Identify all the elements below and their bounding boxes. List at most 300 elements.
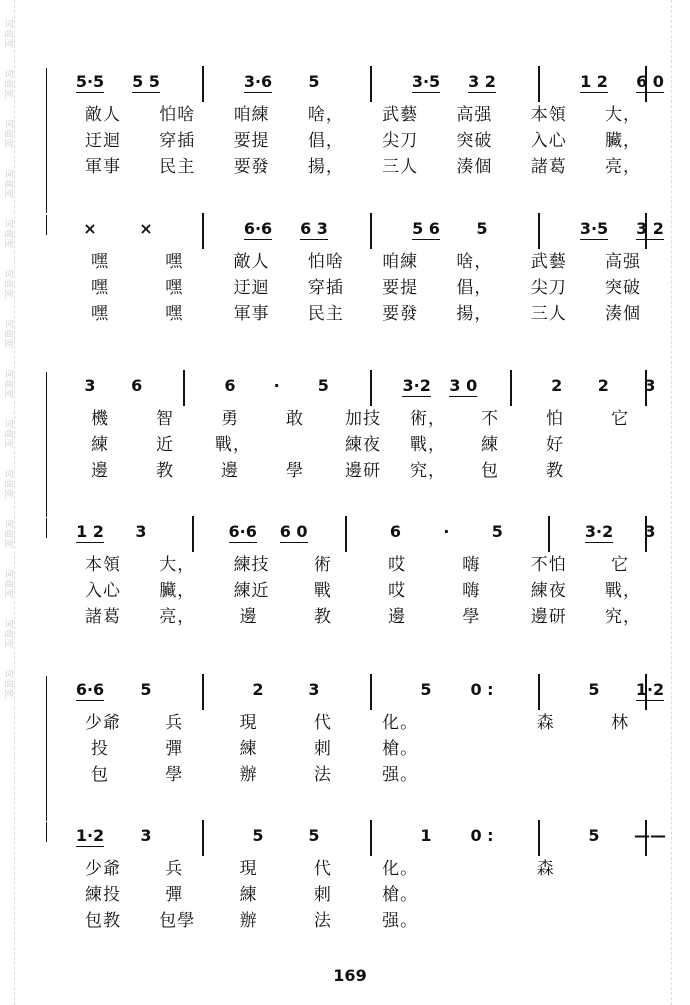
note xyxy=(630,219,670,238)
note xyxy=(303,376,343,395)
lyric-word: 代 xyxy=(313,859,332,879)
lyric-word: 術 xyxy=(313,555,332,575)
note-text: 5 xyxy=(308,72,320,91)
lyric-word: 學 xyxy=(286,461,304,481)
note xyxy=(477,522,517,541)
watermark-text: 词曲网 xyxy=(4,570,14,600)
note-text: 3 xyxy=(84,376,96,395)
lyric-word: 嘿 xyxy=(91,278,109,298)
note xyxy=(406,72,446,91)
note-text: 5 xyxy=(308,826,320,845)
lyric-word: 化。 xyxy=(382,713,419,733)
lyric-word: 嘿 xyxy=(165,252,184,272)
lyric-word: 教 xyxy=(156,461,174,481)
note xyxy=(406,219,446,238)
barline xyxy=(202,66,204,102)
lyric-word: 法 xyxy=(313,765,332,785)
watermark-text: 词曲网 xyxy=(4,520,14,550)
note xyxy=(274,522,314,541)
barline xyxy=(538,820,540,856)
note xyxy=(574,72,614,91)
lyric-word: 敵人 xyxy=(233,252,270,272)
page-number: 169 xyxy=(333,966,367,985)
barline xyxy=(370,213,372,249)
watermark-text: 词曲网 xyxy=(4,370,14,400)
lyric-word: 諸葛 xyxy=(530,157,567,177)
note-text: 3 0 xyxy=(449,376,478,395)
note-text: 0 : xyxy=(470,680,494,699)
lyric-word: 邊 xyxy=(91,461,109,481)
note xyxy=(537,376,577,395)
note-text: 6·6 xyxy=(75,680,105,699)
lyric-word: 投 xyxy=(91,739,109,759)
note xyxy=(583,376,623,395)
lyric-word: 邊研 xyxy=(530,607,567,627)
lyric-word: 它 xyxy=(611,409,629,429)
note xyxy=(126,219,166,238)
note xyxy=(294,680,334,699)
lyric-word: 化。 xyxy=(382,859,419,879)
lyric-word: 要提 xyxy=(382,278,419,298)
barline xyxy=(538,66,540,102)
system-brace xyxy=(46,372,47,517)
watermark-text: 词曲网 xyxy=(4,470,14,500)
lyric-word: 教 xyxy=(313,607,332,627)
lyric-line xyxy=(60,878,645,904)
lyric-word: 練 xyxy=(239,885,258,905)
note-text: 5 xyxy=(588,826,600,845)
lyric-word: 啥， xyxy=(307,105,344,125)
lyric-word: 練夜 xyxy=(345,435,381,455)
lyric-word: 術， xyxy=(410,409,446,429)
note xyxy=(126,826,166,845)
note-text: 3·6 xyxy=(243,72,273,91)
lyric-word: 民主 xyxy=(159,157,196,177)
watermark-text: 词曲网 xyxy=(4,170,14,200)
note xyxy=(70,72,110,91)
lyric-word: 怕 xyxy=(546,409,564,429)
note xyxy=(426,522,466,541)
note-text: 3 2 xyxy=(468,72,496,91)
lyric-word: 不怕 xyxy=(530,555,567,575)
lyric-line xyxy=(60,150,645,176)
lyric-word: 亮， xyxy=(159,607,196,627)
note-text: 2 xyxy=(551,376,563,395)
note-text: 3·5 xyxy=(579,219,609,238)
lyric-word: 高强 xyxy=(456,105,493,125)
note-text: 2 xyxy=(252,680,264,699)
note xyxy=(630,680,670,699)
note xyxy=(462,219,502,238)
note xyxy=(462,72,502,91)
note-text: · xyxy=(443,522,450,541)
lyric-word: 包 xyxy=(91,765,109,785)
lyric-line xyxy=(60,454,645,480)
note-text: 1 2 xyxy=(580,72,608,91)
barline xyxy=(645,820,647,856)
barline xyxy=(548,516,550,552)
notation-row xyxy=(60,68,664,98)
notation-row xyxy=(60,215,664,245)
note-text: 6·6 xyxy=(243,219,273,238)
watermark-column xyxy=(2,20,16,700)
lyric-word: 揚， xyxy=(456,304,493,324)
lyric-line xyxy=(60,245,645,271)
lyric-word: 包 xyxy=(481,461,499,481)
barline xyxy=(192,516,194,552)
lyric-line xyxy=(60,600,645,626)
note-text: 1 xyxy=(420,826,432,845)
note xyxy=(210,376,250,395)
barline xyxy=(202,213,204,249)
lyric-word: 戰 xyxy=(313,581,332,601)
note-text: 6 0 xyxy=(279,522,308,541)
score-system xyxy=(60,372,656,481)
lyric-word: 彈 xyxy=(165,739,184,759)
lyric-word: 入心 xyxy=(530,131,567,151)
lyric-word: 諸葛 xyxy=(85,607,121,627)
barline xyxy=(538,213,540,249)
note xyxy=(462,680,502,699)
lyric-word: 練近 xyxy=(233,581,270,601)
lyric-word: 邊研 xyxy=(345,461,381,481)
lyric-word: 智 xyxy=(156,409,174,429)
lyric-word: 嘿 xyxy=(165,304,184,324)
watermark-text: 词曲网 xyxy=(4,220,14,250)
note xyxy=(257,376,297,395)
note xyxy=(579,522,619,541)
lyric-word: 兵 xyxy=(165,713,184,733)
lyric-line xyxy=(60,852,645,878)
barline xyxy=(370,66,372,102)
lyric-word: 勇 xyxy=(221,409,239,429)
lyric-word: 法 xyxy=(313,911,332,931)
lyric-word: 包學 xyxy=(159,911,196,931)
lyric-line xyxy=(60,706,645,732)
lyric-word: 好 xyxy=(546,435,564,455)
note-text: 5 6 xyxy=(412,219,440,238)
lyric-line xyxy=(60,732,645,758)
note xyxy=(294,826,334,845)
system-brace xyxy=(46,676,47,821)
lyric-word: 刺 xyxy=(313,885,332,905)
note xyxy=(462,826,502,845)
note xyxy=(126,680,166,699)
lyric-word: 要提 xyxy=(233,131,270,151)
lyric-line xyxy=(60,98,645,124)
barline xyxy=(345,516,347,552)
lyric-word: 槍。 xyxy=(382,739,419,759)
note-text: 1·2 xyxy=(75,826,105,845)
lyric-word: 嘿 xyxy=(91,304,109,324)
note xyxy=(117,376,157,395)
lyric-line xyxy=(60,402,645,428)
score-system xyxy=(60,676,665,785)
note xyxy=(630,522,670,541)
note xyxy=(70,680,110,699)
barline xyxy=(370,370,372,406)
lyric-line xyxy=(60,548,645,574)
lyric-word: 教 xyxy=(546,461,564,481)
note xyxy=(397,376,437,395)
lyric-line xyxy=(60,297,645,323)
system-brace xyxy=(46,518,47,538)
note xyxy=(223,522,263,541)
note xyxy=(443,376,483,395)
lyric-word: 敢 xyxy=(286,409,304,429)
note-text: 6·6 xyxy=(228,522,257,541)
note-text: 2 xyxy=(597,376,609,395)
note xyxy=(238,72,278,91)
note-text: 5 xyxy=(420,680,432,699)
lyric-word: 要發 xyxy=(233,157,270,177)
note xyxy=(574,680,614,699)
lyric-word: 戰， xyxy=(215,435,251,455)
barline xyxy=(510,370,512,406)
lyric-word: 戰， xyxy=(410,435,446,455)
lyric-word: 嘿 xyxy=(165,278,184,298)
lyric-word: 突破 xyxy=(605,278,641,298)
lyric-word: 高强 xyxy=(605,252,641,272)
notation-row xyxy=(60,822,666,852)
note-text: 1 2 xyxy=(76,522,104,541)
note-text: 5 xyxy=(252,826,264,845)
note-text: 5 xyxy=(476,219,488,238)
lyric-word: 學 xyxy=(165,765,184,785)
lyric-word: 究， xyxy=(410,461,446,481)
barline xyxy=(645,66,647,102)
note xyxy=(630,826,670,845)
note xyxy=(294,219,334,238)
lyric-word: 究， xyxy=(605,607,641,627)
lyric-word: 敵人 xyxy=(85,105,121,125)
barline xyxy=(370,820,372,856)
lyric-word: 辦 xyxy=(239,911,258,931)
notation-row xyxy=(60,372,656,402)
lyric-word: 軍事 xyxy=(85,157,121,177)
lyric-word: 近 xyxy=(156,435,174,455)
lyric-line xyxy=(60,124,645,150)
lyric-word: 邊 xyxy=(221,461,239,481)
note-text: 3·2 xyxy=(584,522,614,541)
score-system xyxy=(60,215,664,324)
lyric-word: 嗨 xyxy=(462,581,481,601)
lyric-word: 怕啥 xyxy=(159,105,196,125)
note-text: 5 xyxy=(491,522,503,541)
lyric-word: 代 xyxy=(313,713,332,733)
watermark-text: 词曲网 xyxy=(4,320,14,350)
lyric-word: 怕啥 xyxy=(307,252,344,272)
note xyxy=(630,72,670,91)
watermark-text: 词曲网 xyxy=(4,420,14,450)
note-text: 3·2 xyxy=(402,376,431,395)
lyric-word: 它 xyxy=(611,555,629,575)
barline xyxy=(645,213,647,249)
lyric-word: 入心 xyxy=(85,581,121,601)
note xyxy=(238,219,278,238)
note-text: 5 xyxy=(140,680,152,699)
lyric-word: 强。 xyxy=(382,765,419,785)
notation-row xyxy=(60,676,665,706)
note xyxy=(238,680,278,699)
note-text: × xyxy=(83,219,97,238)
note xyxy=(70,376,110,395)
note-text: 5 5 xyxy=(132,72,160,91)
system-brace xyxy=(46,68,47,213)
lyric-word: 咱練 xyxy=(382,252,419,272)
lyric-word: 林 xyxy=(611,713,629,733)
lyric-word: 要發 xyxy=(382,304,419,324)
lyric-line xyxy=(60,758,645,784)
right-guide-line xyxy=(671,0,672,1005)
note-text: 5 xyxy=(317,376,329,395)
lyric-word: 尖刀 xyxy=(382,131,419,151)
lyric-word: 揚， xyxy=(307,157,344,177)
note-text: 3 xyxy=(644,522,656,541)
note xyxy=(574,826,614,845)
lyric-word: 少爺 xyxy=(85,713,121,733)
note xyxy=(121,522,161,541)
note-text: 1·2 xyxy=(635,680,665,699)
score-system xyxy=(60,518,656,627)
lyric-word: 湊個 xyxy=(456,157,493,177)
lyric-word: 包教 xyxy=(85,911,121,931)
lyric-word: 迂迴 xyxy=(85,131,121,151)
note xyxy=(70,522,110,541)
lyric-word: 本領 xyxy=(85,555,121,575)
note-text: 3 xyxy=(644,376,656,395)
note-text: 0 : xyxy=(470,826,494,845)
lyric-word: 三人 xyxy=(382,157,419,177)
lyric-line xyxy=(60,904,645,930)
note-text: 6 xyxy=(131,376,143,395)
note xyxy=(406,826,446,845)
note xyxy=(375,522,415,541)
watermark-text: 词曲网 xyxy=(4,120,14,150)
lyric-word: 練 xyxy=(239,739,258,759)
note-text: 6 xyxy=(389,522,402,541)
lyric-line xyxy=(60,574,645,600)
lyric-word: 練夜 xyxy=(530,581,567,601)
note xyxy=(406,680,446,699)
note-text: —— xyxy=(634,826,666,845)
lyric-word: 强。 xyxy=(382,911,419,931)
lyric-word: 學 xyxy=(462,607,481,627)
lyric-word: 彈 xyxy=(165,885,184,905)
lyric-word: 倡， xyxy=(456,278,493,298)
note-text: 6 3 xyxy=(300,219,328,238)
lyric-word: 倡， xyxy=(307,131,344,151)
lyric-word: 練投 xyxy=(85,885,121,905)
lyric-word: 刺 xyxy=(313,739,332,759)
note-text: 5 xyxy=(588,680,600,699)
lyric-word: 機 xyxy=(91,409,109,429)
note-text: 3·5 xyxy=(411,72,441,91)
barline xyxy=(370,674,372,710)
note-text: × xyxy=(139,219,153,238)
lyric-word: 穿插 xyxy=(307,278,344,298)
lyric-word: 加技 xyxy=(345,409,381,429)
lyric-word: 兵 xyxy=(165,859,184,879)
lyric-word: 本領 xyxy=(530,105,567,125)
note xyxy=(70,826,110,845)
score-system xyxy=(60,68,664,177)
lyric-line xyxy=(60,428,645,454)
barline xyxy=(645,674,647,710)
lyric-line xyxy=(60,271,645,297)
lyric-word: 現 xyxy=(239,713,258,733)
note-text: 5·5 xyxy=(75,72,105,91)
lyric-word: 穿插 xyxy=(159,131,196,151)
lyric-word: 森 xyxy=(536,713,555,733)
watermark-text: 词曲网 xyxy=(4,670,14,700)
lyric-word: 邊 xyxy=(239,607,258,627)
lyric-word: 嘿 xyxy=(91,252,109,272)
note-text: 3 xyxy=(135,522,147,541)
lyric-word: 尖刀 xyxy=(530,278,567,298)
lyric-word: 現 xyxy=(239,859,258,879)
lyric-word: 臟， xyxy=(159,581,196,601)
lyric-word: 武藝 xyxy=(382,105,419,125)
lyric-word: 武藝 xyxy=(530,252,567,272)
note xyxy=(630,376,670,395)
system-brace xyxy=(46,822,47,842)
lyric-word: 不 xyxy=(481,409,499,429)
note-text: 6 xyxy=(224,376,236,395)
lyric-word: 練 xyxy=(481,435,499,455)
lyric-word: 突破 xyxy=(456,131,493,151)
lyric-word: 啥， xyxy=(456,252,493,272)
barline xyxy=(202,820,204,856)
lyric-word: 練技 xyxy=(233,555,270,575)
lyric-word: 辦 xyxy=(239,765,258,785)
lyric-word: 民主 xyxy=(307,304,344,324)
lyric-word: 大， xyxy=(159,555,196,575)
note xyxy=(294,72,334,91)
note-text: 6 0 xyxy=(636,72,664,91)
barline xyxy=(538,674,540,710)
lyric-word: 槍。 xyxy=(382,885,419,905)
note-text: 3 xyxy=(140,826,152,845)
lyric-word: 咱練 xyxy=(233,105,270,125)
note xyxy=(126,72,166,91)
note xyxy=(238,826,278,845)
lyric-word: 迂迴 xyxy=(233,278,270,298)
lyric-word: 哎 xyxy=(388,581,407,601)
barline xyxy=(645,516,647,552)
lyric-word: 大， xyxy=(605,105,641,125)
lyric-word: 邊 xyxy=(388,607,407,627)
barline xyxy=(202,674,204,710)
note-text: · xyxy=(273,376,280,395)
barline xyxy=(183,370,185,406)
note xyxy=(70,219,110,238)
lyric-word: 少爺 xyxy=(85,859,121,879)
note xyxy=(574,219,614,238)
lyric-word: 戰， xyxy=(605,581,641,601)
watermark-text: 词曲网 xyxy=(4,70,14,100)
lyric-word: 湊個 xyxy=(605,304,641,324)
lyric-word: 軍事 xyxy=(233,304,270,324)
note-text: 3 xyxy=(308,680,320,699)
watermark-text: 词曲网 xyxy=(4,620,14,650)
score-system xyxy=(60,822,666,931)
lyric-word: 練 xyxy=(91,435,109,455)
lyric-word: 森 xyxy=(536,859,555,879)
watermark-text: 词曲网 xyxy=(4,20,14,50)
notation-row xyxy=(60,518,656,548)
lyric-word: 三人 xyxy=(530,304,567,324)
